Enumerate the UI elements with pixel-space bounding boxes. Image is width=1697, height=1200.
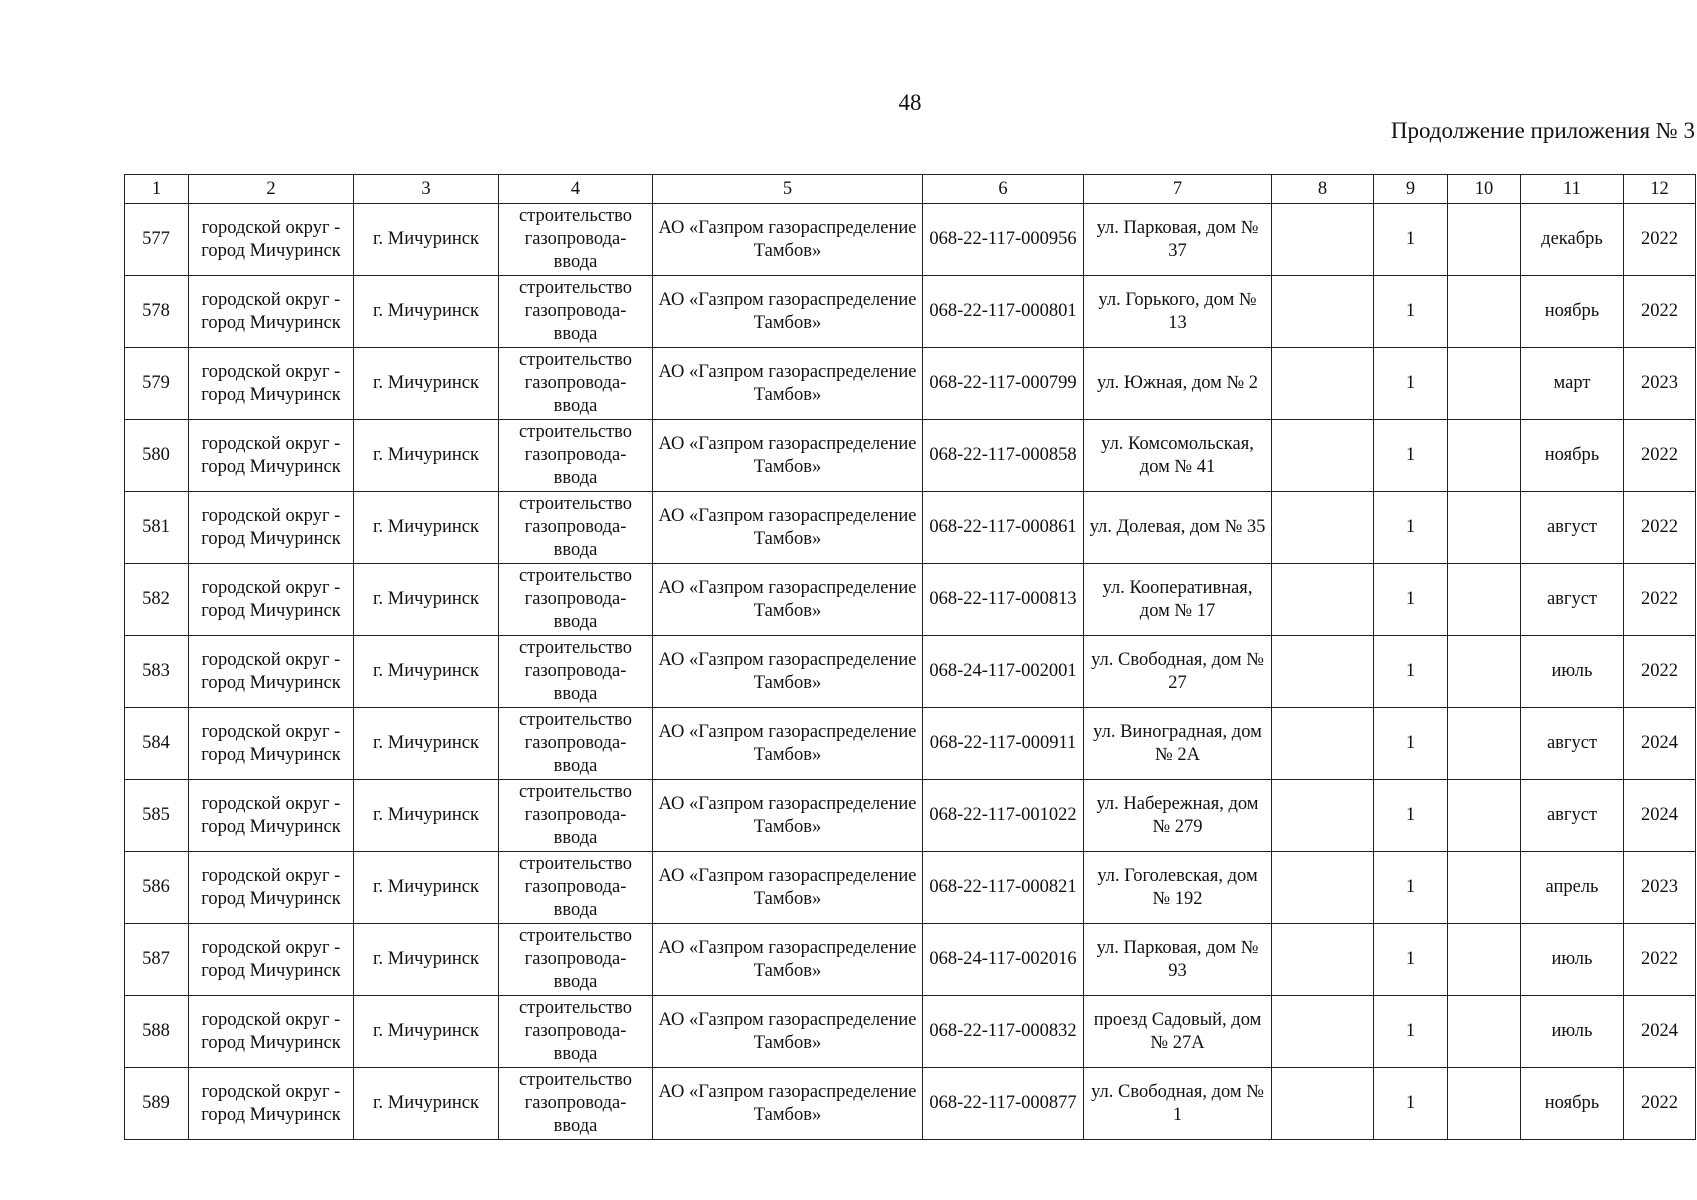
work-type-cell: строительство газопровода-ввода xyxy=(499,780,653,852)
work-type-cell: строительство газопровода-ввода xyxy=(499,708,653,780)
object-code-cell: 068-22-117-000956 xyxy=(923,204,1084,276)
object-code-cell: 068-22-117-000799 xyxy=(923,348,1084,420)
month-cell: ноябрь xyxy=(1521,420,1624,492)
year-cell: 2023 xyxy=(1624,348,1696,420)
address-cell: проезд Садовый, дом № 27А xyxy=(1084,996,1272,1068)
object-code-cell: 068-22-117-000861 xyxy=(923,492,1084,564)
work-type-cell: строительство газопровода-ввода xyxy=(499,348,653,420)
locality-cell: г. Мичуринск xyxy=(354,780,499,852)
locality-cell: г. Мичуринск xyxy=(354,924,499,996)
table-row xyxy=(125,204,1696,276)
column-10-cell xyxy=(1448,924,1521,996)
year-cell: 2022 xyxy=(1624,564,1696,636)
column-8-cell xyxy=(1272,1068,1374,1140)
header-row xyxy=(125,175,1696,204)
district-cell: городской округ - город Мичуринск xyxy=(189,492,354,564)
locality-cell: г. Мичуринск xyxy=(354,564,499,636)
locality-cell: г. Мичуринск xyxy=(354,420,499,492)
work-type-cell: строительство газопровода-ввода xyxy=(499,204,653,276)
locality-cell: г. Мичуринск xyxy=(354,636,499,708)
address-cell: ул. Парковая, дом № 93 xyxy=(1084,924,1272,996)
column-10-cell xyxy=(1448,780,1521,852)
column-header: 7 xyxy=(1084,175,1272,204)
month-cell: август xyxy=(1521,780,1624,852)
year-cell: 2024 xyxy=(1624,780,1696,852)
object-code-cell: 068-22-117-000858 xyxy=(923,420,1084,492)
column-10-cell xyxy=(1448,1068,1521,1140)
quantity-cell: 1 xyxy=(1374,276,1448,348)
organization-cell: АО «Газпром газораспределение Тамбов» xyxy=(653,852,923,924)
district-cell: городской округ - город Мичуринск xyxy=(189,996,354,1068)
district-cell: городской округ - город Мичуринск xyxy=(189,708,354,780)
organization-cell: АО «Газпром газораспределение Тамбов» xyxy=(653,708,923,780)
address-cell: ул. Горького, дом № 13 xyxy=(1084,276,1272,348)
column-8-cell xyxy=(1272,492,1374,564)
registry-table xyxy=(124,174,1696,1140)
table-row xyxy=(125,996,1696,1068)
object-code-cell: 068-22-117-001022 xyxy=(923,780,1084,852)
year-cell: 2022 xyxy=(1624,636,1696,708)
year-cell: 2022 xyxy=(1624,420,1696,492)
month-cell: апрель xyxy=(1521,852,1624,924)
locality-cell: г. Мичуринск xyxy=(354,204,499,276)
object-code-cell: 068-22-117-000813 xyxy=(923,564,1084,636)
row-number-cell: 585 xyxy=(125,780,189,852)
year-cell: 2023 xyxy=(1624,852,1696,924)
row-number-cell: 579 xyxy=(125,348,189,420)
table-row xyxy=(125,1068,1696,1140)
column-header: 9 xyxy=(1374,175,1448,204)
column-header: 1 xyxy=(125,175,189,204)
district-cell: городской округ - город Мичуринск xyxy=(189,852,354,924)
year-cell: 2022 xyxy=(1624,204,1696,276)
address-cell: ул. Парковая, дом № 37 xyxy=(1084,204,1272,276)
table-row xyxy=(125,420,1696,492)
quantity-cell: 1 xyxy=(1374,420,1448,492)
column-header: 12 xyxy=(1624,175,1696,204)
organization-cell: АО «Газпром газораспределение Тамбов» xyxy=(653,276,923,348)
column-10-cell xyxy=(1448,348,1521,420)
table-row xyxy=(125,564,1696,636)
locality-cell: г. Мичуринск xyxy=(354,492,499,564)
quantity-cell: 1 xyxy=(1374,996,1448,1068)
month-cell: март xyxy=(1521,348,1624,420)
object-code-cell: 068-24-117-002016 xyxy=(923,924,1084,996)
column-10-cell xyxy=(1448,636,1521,708)
month-cell: ноябрь xyxy=(1521,276,1624,348)
table-row xyxy=(125,852,1696,924)
work-type-cell: строительство газопровода-ввода xyxy=(499,636,653,708)
year-cell: 2022 xyxy=(1624,492,1696,564)
column-header: 2 xyxy=(189,175,354,204)
district-cell: городской округ - город Мичуринск xyxy=(189,564,354,636)
column-10-cell xyxy=(1448,996,1521,1068)
organization-cell: АО «Газпром газораспределение Тамбов» xyxy=(653,420,923,492)
row-number-cell: 580 xyxy=(125,420,189,492)
quantity-cell: 1 xyxy=(1374,564,1448,636)
year-cell: 2022 xyxy=(1624,924,1696,996)
organization-cell: АО «Газпром газораспределение Тамбов» xyxy=(653,204,923,276)
month-cell: август xyxy=(1521,492,1624,564)
month-cell: август xyxy=(1521,708,1624,780)
row-number-cell: 581 xyxy=(125,492,189,564)
column-8-cell xyxy=(1272,420,1374,492)
locality-cell: г. Мичуринск xyxy=(354,348,499,420)
work-type-cell: строительство газопровода-ввода xyxy=(499,276,653,348)
column-8-cell xyxy=(1272,636,1374,708)
column-header: 3 xyxy=(354,175,499,204)
column-10-cell xyxy=(1448,564,1521,636)
column-8-cell xyxy=(1272,780,1374,852)
organization-cell: АО «Газпром газораспределение Тамбов» xyxy=(653,492,923,564)
month-cell: июль xyxy=(1521,636,1624,708)
object-code-cell: 068-24-117-002001 xyxy=(923,636,1084,708)
month-cell: июль xyxy=(1521,924,1624,996)
quantity-cell: 1 xyxy=(1374,924,1448,996)
table-row xyxy=(125,492,1696,564)
quantity-cell: 1 xyxy=(1374,636,1448,708)
column-8-cell xyxy=(1272,924,1374,996)
district-cell: городской округ - город Мичуринск xyxy=(189,636,354,708)
column-8-cell xyxy=(1272,276,1374,348)
work-type-cell: строительство газопровода-ввода xyxy=(499,1068,653,1140)
column-8-cell xyxy=(1272,204,1374,276)
object-code-cell: 068-22-117-000911 xyxy=(923,708,1084,780)
column-header: 11 xyxy=(1521,175,1624,204)
work-type-cell: строительство газопровода-ввода xyxy=(499,996,653,1068)
year-cell: 2022 xyxy=(1624,276,1696,348)
column-10-cell xyxy=(1448,420,1521,492)
column-10-cell xyxy=(1448,276,1521,348)
row-number-cell: 587 xyxy=(125,924,189,996)
quantity-cell: 1 xyxy=(1374,852,1448,924)
column-10-cell xyxy=(1448,852,1521,924)
object-code-cell: 068-22-117-000821 xyxy=(923,852,1084,924)
locality-cell: г. Мичуринск xyxy=(354,1068,499,1140)
year-cell: 2022 xyxy=(1624,1068,1696,1140)
year-cell: 2024 xyxy=(1624,708,1696,780)
quantity-cell: 1 xyxy=(1374,348,1448,420)
table-row xyxy=(125,780,1696,852)
row-number-cell: 586 xyxy=(125,852,189,924)
organization-cell: АО «Газпром газораспределение Тамбов» xyxy=(653,924,923,996)
column-10-cell xyxy=(1448,204,1521,276)
object-code-cell: 068-22-117-000801 xyxy=(923,276,1084,348)
column-8-cell xyxy=(1272,564,1374,636)
locality-cell: г. Мичуринск xyxy=(354,276,499,348)
table-row xyxy=(125,924,1696,996)
row-number-cell: 589 xyxy=(125,1068,189,1140)
locality-cell: г. Мичуринск xyxy=(354,852,499,924)
address-cell: ул. Комсомольская, дом № 41 xyxy=(1084,420,1272,492)
district-cell: городской округ - город Мичуринск xyxy=(189,420,354,492)
month-cell: декабрь xyxy=(1521,204,1624,276)
work-type-cell: строительство газопровода-ввода xyxy=(499,492,653,564)
district-cell: городской округ - город Мичуринск xyxy=(189,204,354,276)
district-cell: городской округ - город Мичуринск xyxy=(189,348,354,420)
address-cell: ул. Гоголевская, дом № 192 xyxy=(1084,852,1272,924)
column-8-cell xyxy=(1272,348,1374,420)
column-header: 4 xyxy=(499,175,653,204)
column-10-cell xyxy=(1448,708,1521,780)
quantity-cell: 1 xyxy=(1374,204,1448,276)
organization-cell: АО «Газпром газораспределение Тамбов» xyxy=(653,996,923,1068)
row-number-cell: 578 xyxy=(125,276,189,348)
row-number-cell: 584 xyxy=(125,708,189,780)
quantity-cell: 1 xyxy=(1374,1068,1448,1140)
month-cell: июль xyxy=(1521,996,1624,1068)
table-row xyxy=(125,348,1696,420)
continuation-title: Продолжение приложения № 3 xyxy=(1390,118,1695,143)
locality-cell: г. Мичуринск xyxy=(354,996,499,1068)
work-type-cell: строительство газопровода-ввода xyxy=(499,852,653,924)
table-row xyxy=(125,708,1696,780)
row-number-cell: 588 xyxy=(125,996,189,1068)
district-cell: городской округ - город Мичуринск xyxy=(189,1068,354,1140)
column-header: 6 xyxy=(923,175,1084,204)
address-cell: ул. Свободная, дом № 27 xyxy=(1084,636,1272,708)
address-cell: ул. Долевая, дом № 35 xyxy=(1084,492,1272,564)
address-cell: ул. Свободная, дом № 1 xyxy=(1084,1068,1272,1140)
organization-cell: АО «Газпром газораспределение Тамбов» xyxy=(653,1068,923,1140)
organization-cell: АО «Газпром газораспределение Тамбов» xyxy=(653,564,923,636)
column-8-cell xyxy=(1272,852,1374,924)
table-row xyxy=(125,276,1696,348)
district-cell: городской округ - город Мичуринск xyxy=(189,276,354,348)
row-number-cell: 577 xyxy=(125,204,189,276)
address-cell: ул. Виноградная, дом № 2А xyxy=(1084,708,1272,780)
column-header: 10 xyxy=(1448,175,1521,204)
column-8-cell xyxy=(1272,996,1374,1068)
page-number: 48 xyxy=(898,90,922,115)
work-type-cell: строительство газопровода-ввода xyxy=(499,420,653,492)
column-header: 8 xyxy=(1272,175,1374,204)
column-10-cell xyxy=(1448,492,1521,564)
address-cell: ул. Набережная, дом № 279 xyxy=(1084,780,1272,852)
month-cell: ноябрь xyxy=(1521,1068,1624,1140)
object-code-cell: 068-22-117-000877 xyxy=(923,1068,1084,1140)
year-cell: 2024 xyxy=(1624,996,1696,1068)
row-number-cell: 582 xyxy=(125,564,189,636)
organization-cell: АО «Газпром газораспределение Тамбов» xyxy=(653,636,923,708)
table-row xyxy=(125,636,1696,708)
quantity-cell: 1 xyxy=(1374,780,1448,852)
address-cell: ул. Кооперативная, дом № 17 xyxy=(1084,564,1272,636)
organization-cell: АО «Газпром газораспределение Тамбов» xyxy=(653,348,923,420)
address-cell: ул. Южная, дом № 2 xyxy=(1084,348,1272,420)
quantity-cell: 1 xyxy=(1374,492,1448,564)
column-header: 5 xyxy=(653,175,923,204)
work-type-cell: строительство газопровода-ввода xyxy=(499,924,653,996)
month-cell: август xyxy=(1521,564,1624,636)
object-code-cell: 068-22-117-000832 xyxy=(923,996,1084,1068)
column-8-cell xyxy=(1272,708,1374,780)
locality-cell: г. Мичуринск xyxy=(354,708,499,780)
quantity-cell: 1 xyxy=(1374,708,1448,780)
district-cell: городской округ - город Мичуринск xyxy=(189,780,354,852)
row-number-cell: 583 xyxy=(125,636,189,708)
district-cell: городской округ - город Мичуринск xyxy=(189,924,354,996)
work-type-cell: строительство газопровода-ввода xyxy=(499,564,653,636)
table-body xyxy=(125,204,1696,1140)
organization-cell: АО «Газпром газораспределение Тамбов» xyxy=(653,780,923,852)
